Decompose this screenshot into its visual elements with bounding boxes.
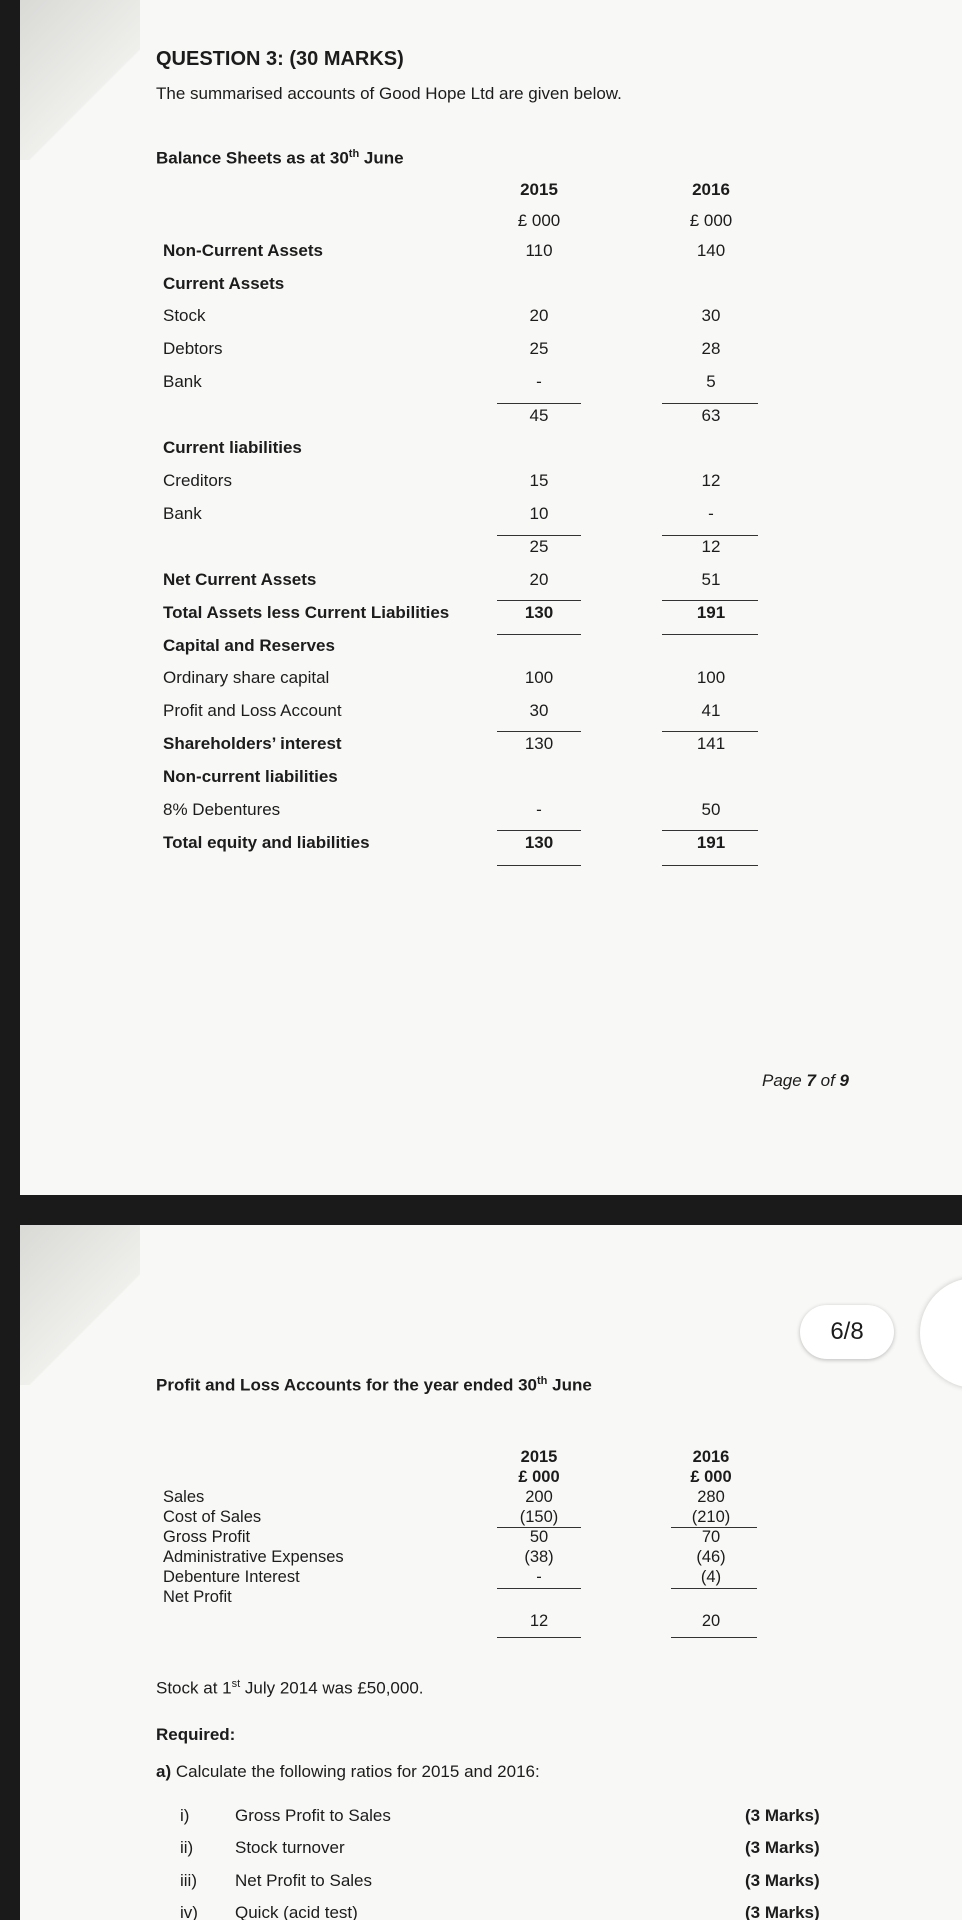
ratio-item-marks: (3 Marks) <box>745 1903 820 1920</box>
pl-row-label: Administrative Expenses <box>163 1548 344 1566</box>
rule <box>497 403 581 404</box>
bs-value-2015: 110 <box>525 241 553 260</box>
pl-title: Profit and Loss Accounts for the year ended 30th June <box>156 1375 592 1395</box>
bs-value-2016: 140 <box>696 241 726 260</box>
document-page-1 <box>20 0 962 1195</box>
bs-row-label: Non-Current Assets <box>163 241 323 260</box>
rule <box>671 1527 757 1528</box>
bs-row-label: Shareholders’ interest <box>163 734 342 753</box>
bs-value-2016: 141 <box>696 734 726 753</box>
bs-value-2015: - <box>536 372 542 391</box>
rule <box>662 535 758 536</box>
question-intro: The summarised accounts of Good Hope Ltd are given below. <box>156 84 622 103</box>
rule <box>497 865 581 866</box>
rule <box>662 731 758 732</box>
bs-value-2016: 41 <box>701 701 721 720</box>
rule <box>497 1637 581 1638</box>
bs-row-label: Creditors <box>163 471 232 490</box>
ratio-item-number: iii) <box>180 1871 197 1890</box>
pl-row-label: Sales <box>163 1488 205 1506</box>
bs-row-label: Bank <box>163 372 202 391</box>
pl-value-2015: 50 <box>529 1528 549 1546</box>
bs-row-label: Stock <box>163 306 206 325</box>
bs-unit-2015: £ 000 <box>517 211 561 230</box>
bs-row-label: Current liabilities <box>163 438 302 457</box>
balance-sheet-title: Balance Sheets as at 30th June <box>156 148 404 168</box>
bs-row-label: Non-current liabilities <box>163 767 338 786</box>
pl-value-2016: (4) <box>700 1568 722 1586</box>
ratio-item-number: i) <box>180 1806 190 1825</box>
page-indicator: 6/8 <box>800 1305 894 1359</box>
bs-value-2016: - <box>708 504 714 523</box>
bs-value-2015: - <box>536 800 542 819</box>
ratio-item-number: iv) <box>180 1903 198 1920</box>
rule <box>662 634 758 635</box>
pl-year-2016: 2016 <box>692 1448 730 1466</box>
rule <box>497 830 581 831</box>
bs-value-2016: 50 <box>701 800 721 819</box>
bs-value-2016: 51 <box>701 570 721 589</box>
pl-value-2015: 200 <box>525 1488 553 1506</box>
ratio-item-marks: (3 Marks) <box>745 1838 820 1857</box>
rule <box>497 1527 581 1528</box>
pl-row-label: Net Profit <box>163 1588 232 1606</box>
bs-value-2015: 25 <box>529 537 549 556</box>
bs-value-2016: 63 <box>701 406 721 425</box>
bs-value-2016: 30 <box>701 306 721 325</box>
pl-value-2015: (38) <box>524 1548 554 1566</box>
pl-row-label: Gross Profit <box>163 1528 251 1546</box>
bs-value-2016: 5 <box>706 372 716 391</box>
bs-row-label: Current Assets <box>163 274 285 293</box>
ratio-item-marks: (3 Marks) <box>745 1806 820 1825</box>
rule <box>662 865 758 866</box>
bs-value-2015: 10 <box>529 504 549 523</box>
rule <box>671 1637 757 1638</box>
bs-row-label: Net Current Assets <box>163 570 317 589</box>
bs-value-2016: 191 <box>696 833 726 852</box>
rule <box>671 1588 757 1589</box>
rule <box>662 830 758 831</box>
pl-value-2016: (46) <box>696 1548 726 1566</box>
bs-value-2015: 30 <box>529 701 549 720</box>
ratio-item-label: Net Profit to Sales <box>235 1871 373 1890</box>
page-curl-shadow <box>20 1225 140 1385</box>
bs-value-2015: 130 <box>524 603 554 622</box>
pl-value-2015: (150) <box>519 1508 559 1526</box>
pl-row-label: Debenture Interest <box>163 1568 300 1586</box>
ratio-item-number: ii) <box>180 1838 194 1857</box>
bs-value-2015: 45 <box>529 406 549 425</box>
stock-note: Stock at 1st July 2014 was £50,000. <box>156 1678 424 1698</box>
bs-value-2016: 12 <box>701 537 721 556</box>
ratio-item-label: Quick (acid test) <box>235 1903 358 1920</box>
bs-year-2016: 2016 <box>692 180 730 199</box>
bs-value-2016: 100 <box>696 668 726 687</box>
bs-value-2015: 20 <box>529 306 549 325</box>
page-curl-shadow <box>20 0 140 160</box>
bs-unit-2016: £ 000 <box>689 211 733 230</box>
ratio-item-label: Stock turnover <box>235 1838 345 1857</box>
part-a-instruction: a) Calculate the following ratios for 2015 and 2016: <box>156 1762 540 1781</box>
bs-year-2015: 2015 <box>520 180 558 199</box>
bs-value-2015: 15 <box>529 471 549 490</box>
bs-value-2016: 12 <box>701 471 721 490</box>
ratio-item-label: Gross Profit to Sales <box>235 1806 391 1825</box>
bs-value-2015: 20 <box>529 570 549 589</box>
bs-value-2016: 191 <box>696 603 726 622</box>
bs-row-label: Total Assets less Current Liabilities <box>163 603 450 622</box>
rule <box>497 1588 581 1589</box>
pl-value-2015: 12 <box>529 1612 549 1630</box>
pl-value-2015: - <box>536 1568 542 1586</box>
pl-value-2016: 280 <box>697 1488 725 1506</box>
rule <box>662 600 758 601</box>
rule <box>497 634 581 635</box>
page-number-footer: Page 7 of 9 <box>762 1071 849 1090</box>
bs-row-label: Total equity and liabilities <box>163 833 370 852</box>
rule <box>497 535 581 536</box>
ratio-item-marks: (3 Marks) <box>745 1871 820 1890</box>
pl-unit-2015: £ 000 <box>518 1468 560 1486</box>
pl-year-2015: 2015 <box>520 1448 558 1466</box>
question-heading: QUESTION 3: (30 MARKS) <box>156 48 404 70</box>
bs-row-label: Capital and Reserves <box>163 636 335 655</box>
bs-row-label: Profit and Loss Account <box>163 701 342 720</box>
bs-value-2015: 130 <box>524 833 554 852</box>
pl-value-2016: 20 <box>701 1612 721 1630</box>
bs-value-2016: 28 <box>701 339 721 358</box>
bs-row-label: Debtors <box>163 339 223 358</box>
bs-row-label: Ordinary share capital <box>163 668 330 687</box>
pl-value-2016: (210) <box>691 1508 731 1526</box>
rule <box>497 731 581 732</box>
rule <box>497 600 581 601</box>
pl-value-2016: 70 <box>701 1528 721 1546</box>
required-heading: Required: <box>156 1725 236 1744</box>
bs-row-label: 8% Debentures <box>163 800 281 819</box>
bs-value-2015: 100 <box>524 668 554 687</box>
pl-row-label: Cost of Sales <box>163 1508 262 1526</box>
rule <box>662 403 758 404</box>
bs-row-label: Bank <box>163 504 202 523</box>
pl-unit-2016: £ 000 <box>690 1468 732 1486</box>
bs-value-2015: 25 <box>529 339 549 358</box>
bs-value-2015: 130 <box>524 734 554 753</box>
